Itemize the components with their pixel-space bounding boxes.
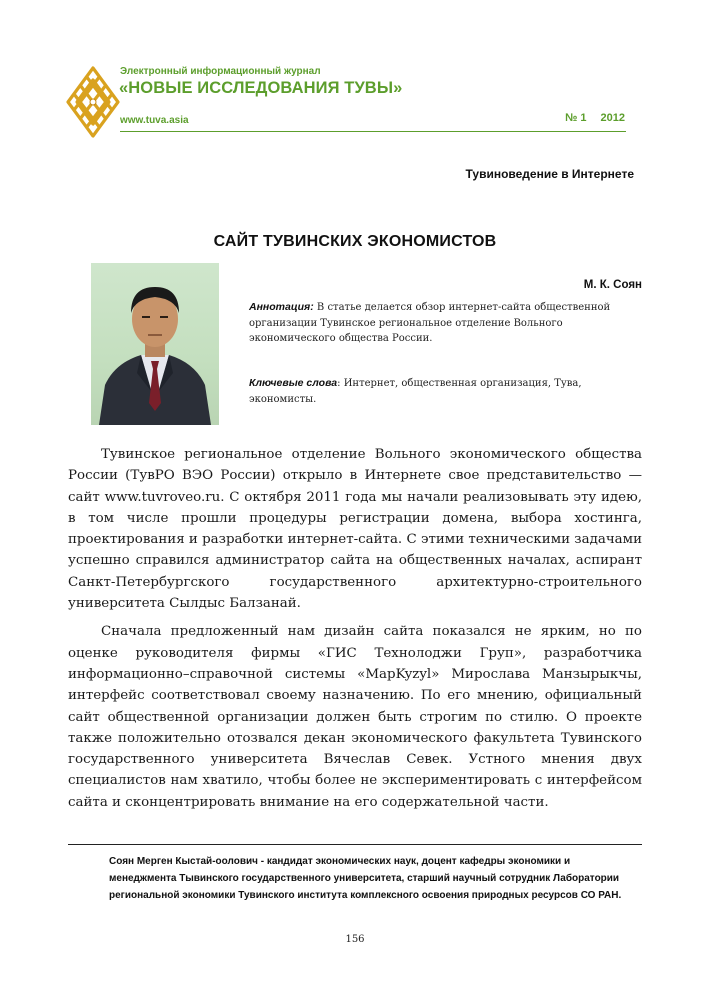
issue-number: № 1 xyxy=(565,112,587,124)
article-title: САЙТ ТУВИНСКИХ ЭКОНОМИСТОВ xyxy=(213,233,497,250)
endless-knot-logo-icon xyxy=(66,66,120,138)
rubric: Тувиноведение в Интернете xyxy=(465,167,634,181)
journal-title: «НОВЫЕ ИССЛЕДОВАНИЯ ТУВЫ» xyxy=(119,79,403,97)
author-photo xyxy=(91,263,219,425)
author-name: М. К. Соян xyxy=(583,279,642,291)
footnote-divider xyxy=(68,844,642,845)
paragraph: Тувинское региональное отделение Вольного экономического общества России (ТувРО ВЭО России) открыло в Интернете свое представительство — сайт www.tuvroveo.ru. С октября 2011 года мы начали реализовывать эту идею, в том числе прошли процедуры регистрации домена, выбора хостинга, проектирования и разработки интернет-сайта. С этими техническими задачами успешно справился администратор сайта на общественных началах, аспирант Санкт-Петербургского государственного архитектурно-строительного университета Сылдыс Балзанай. xyxy=(68,447,642,612)
keywords xyxy=(249,376,644,407)
page-number: 156 xyxy=(345,934,365,945)
abstract-text: В статье делается обзор интернет-сайта общественной организации Тувинское региональное отделение Вольного экономического общества России. xyxy=(249,302,611,345)
keywords-label: Ключевые слова xyxy=(249,377,338,389)
abstract xyxy=(249,300,644,347)
abstract-label: Аннотация: xyxy=(249,301,314,313)
paragraph: Сначала предложенный нам дизайн сайта показался не ярким, но по оценке руководителя фирмы «ГИС Технолоджи Груп», разработчика информационно–справочной системы «МарKyzyl» Мирослава Манзырыкчы, интерфейс соответствовал своему назначению. По его мнению, официальный сайт общественной организации должен быть строгим по стилю. О проекте также положительно отозвался декан экономического факультета Тувинского государственного университета Вячеслав Севек. Устного мнения двух специалистов нам хватило, чтобы более не экспериментировать с интерфейсом сайта и сконцентрировать внимание на его содержательной части. xyxy=(68,624,642,810)
keywords-colon: : xyxy=(337,378,341,389)
header-divider xyxy=(120,131,626,132)
author-portrait-icon xyxy=(91,263,219,425)
article-body xyxy=(68,444,642,820)
issue-info xyxy=(545,112,625,124)
journal-subtitle: Электронный информационный журнал xyxy=(120,66,321,77)
author-footnote: Соян Мерген Кыстай-оолович - кандидат экономических наук, доцент кафедры экономики и менеджмента Тывинского государственного университета, старший научный сотрудник Лаборатории региональной экономики Тувинского института комплексного освоения природных ресурсов СО РАН. xyxy=(109,856,622,902)
keywords-text: Интернет, общественная организация, Тува, экономисты. xyxy=(249,378,582,405)
issue-year: 2012 xyxy=(600,112,625,124)
journal-url[interactable]: www.tuva.asia xyxy=(120,115,189,126)
